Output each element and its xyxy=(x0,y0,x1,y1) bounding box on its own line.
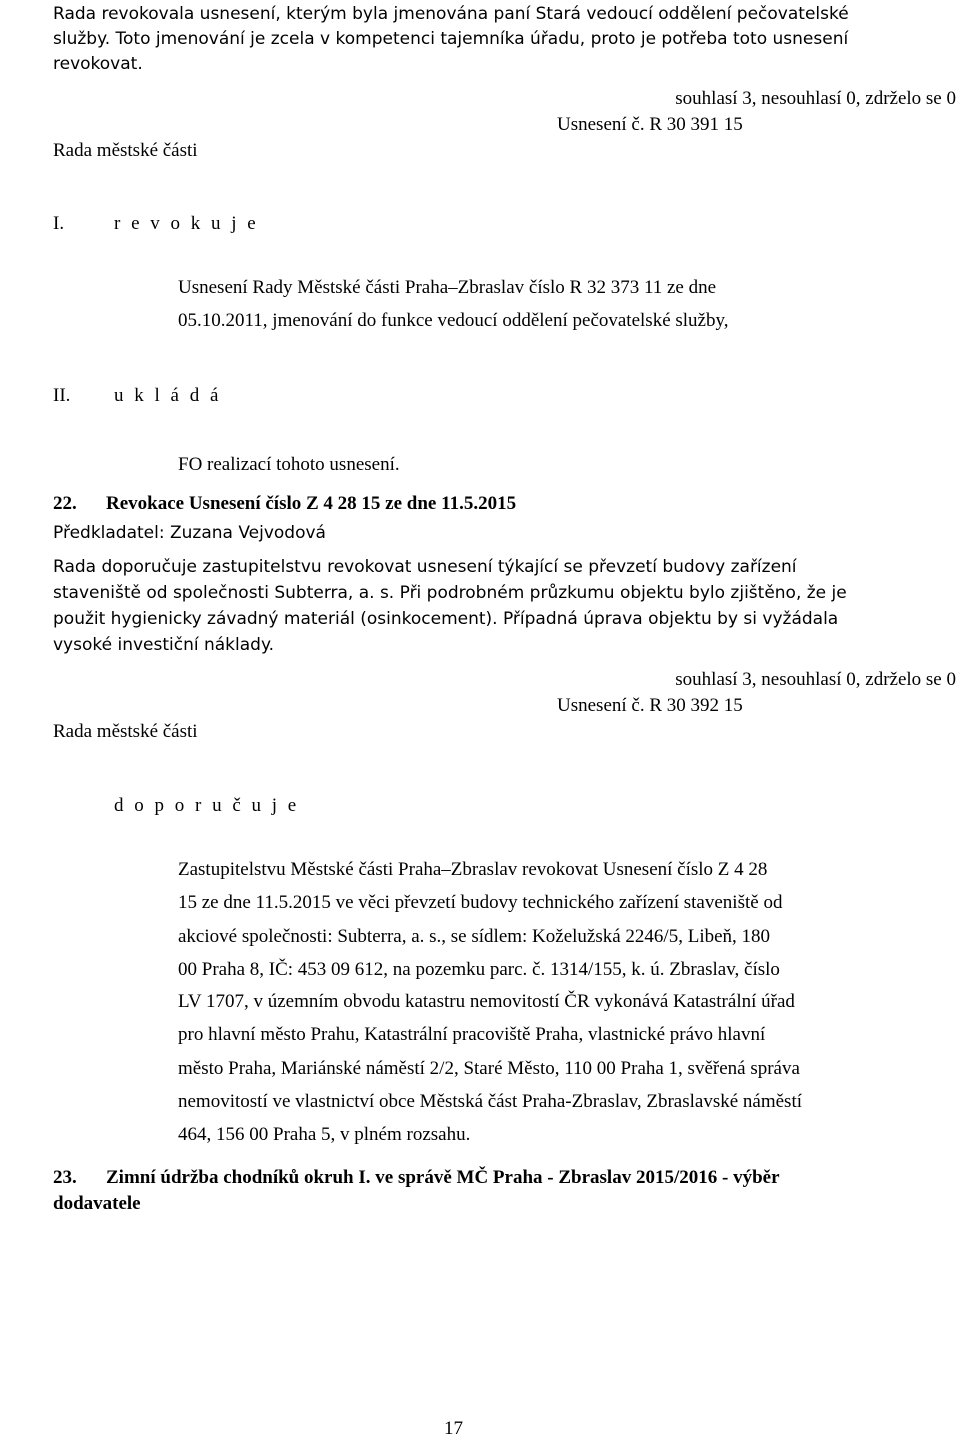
section-title-line: Zimní údržba chodníků okruh I. ve správě MČ Praha - Zbraslav 2015/2016 - výběr xyxy=(106,1167,780,1188)
item-number: I. xyxy=(53,213,65,234)
section-text-line: staveniště od společnosti Subterra, a. s. Při podrobném průzkumu objektu bylo zjištěno, že je xyxy=(53,583,847,603)
resolution-text-line: 05.10.2011, jmenování do funkce vedoucí oddělení pečovatelské služby, xyxy=(178,310,729,331)
section-text-line: vysoké investiční náklady. xyxy=(53,635,274,655)
resolution-text-line: pro hlavní město Prahu, Katastrální pracoviště Praha, vlastnické právo hlavní xyxy=(178,1024,766,1045)
intro-line: revokovat. xyxy=(53,54,143,74)
resolution-text-line: Usnesení Rady Městské části Praha–Zbraslav číslo R 32 373 11 ze dne xyxy=(178,277,717,298)
resolution-verb: r e v o k u j e xyxy=(114,213,259,234)
resolution-text-line: Zastupitelstvu Městské části Praha–Zbraslav revokovat Usnesení číslo Z 4 28 xyxy=(178,859,768,880)
vote-result: souhlasí 3, nesouhlasí 0, zdrželo se 0 xyxy=(675,669,956,690)
presenter: Předkladatel: Zuzana Vejvodová xyxy=(53,523,326,543)
resolution-number: Usnesení č. R 30 392 15 xyxy=(557,695,743,716)
section-number: 22. xyxy=(53,493,77,514)
section-title: Revokace Usnesení číslo Z 4 28 15 ze dne 11.5.2015 xyxy=(106,493,517,514)
section-title-line: dodavatele xyxy=(53,1193,141,1214)
resolution-text-line: nemovitostí ve vlastnictví obce Městská část Praha-Zbraslav, Zbraslavské náměstí xyxy=(178,1091,803,1112)
resolution-text-line: FO realizací tohoto usnesení. xyxy=(178,454,400,475)
intro-line: služby. Toto jmenování je zcela v kompetenci tajemníka úřadu, proto je potřeba toto usnesení xyxy=(53,29,849,49)
resolution-text-line: 00 Praha 8, IČ: 453 09 612, na pozemku parc. č. 1314/155, k. ú. Zbraslav, číslo xyxy=(178,959,780,980)
section-text-line: Rada doporučuje zastupitelstvu revokovat usnesení týkající se převzetí budovy zařízení xyxy=(53,557,797,577)
resolution-verb: u k l á d á xyxy=(114,385,222,406)
section-number: 23. xyxy=(53,1167,77,1188)
vote-result: souhlasí 3, nesouhlasí 0, zdrželo se 0 xyxy=(675,88,956,109)
resolution-text-line: akciové společnosti: Subterra, a. s., se sídlem: Koželužská 2246/5, Libeň, 180 xyxy=(178,926,771,947)
item-number: II. xyxy=(53,385,71,406)
section-text-line: použit hygienicky závadný materiál (osinkocement). Případná úprava objektu by si vyžádala xyxy=(53,609,839,629)
intro-line: Rada revokovala usnesení, kterým byla jmenována paní Stará vedoucí oddělení pečovatelské xyxy=(53,4,849,24)
resolution-body: Rada městské části xyxy=(53,140,198,161)
resolution-verb: d o p o r u č u j e xyxy=(114,795,300,816)
resolution-text-line: LV 1707, v územním obvodu katastru nemovitostí ČR vykonává Katastrální úřad xyxy=(178,991,795,1012)
resolution-text-line: 464, 156 00 Praha 5, v plném rozsahu. xyxy=(178,1124,471,1145)
resolution-text-line: město Praha, Mariánské náměstí 2/2, Staré Město, 110 00 Praha 1, svěřená správa xyxy=(178,1058,800,1079)
resolution-text-line: 15 ze dne 11.5.2015 ve věci převzetí budovy technického zařízení staveniště od xyxy=(178,892,783,913)
resolution-number: Usnesení č. R 30 391 15 xyxy=(557,114,743,135)
resolution-body: Rada městské části xyxy=(53,721,198,742)
page-number: 17 xyxy=(444,1418,463,1439)
